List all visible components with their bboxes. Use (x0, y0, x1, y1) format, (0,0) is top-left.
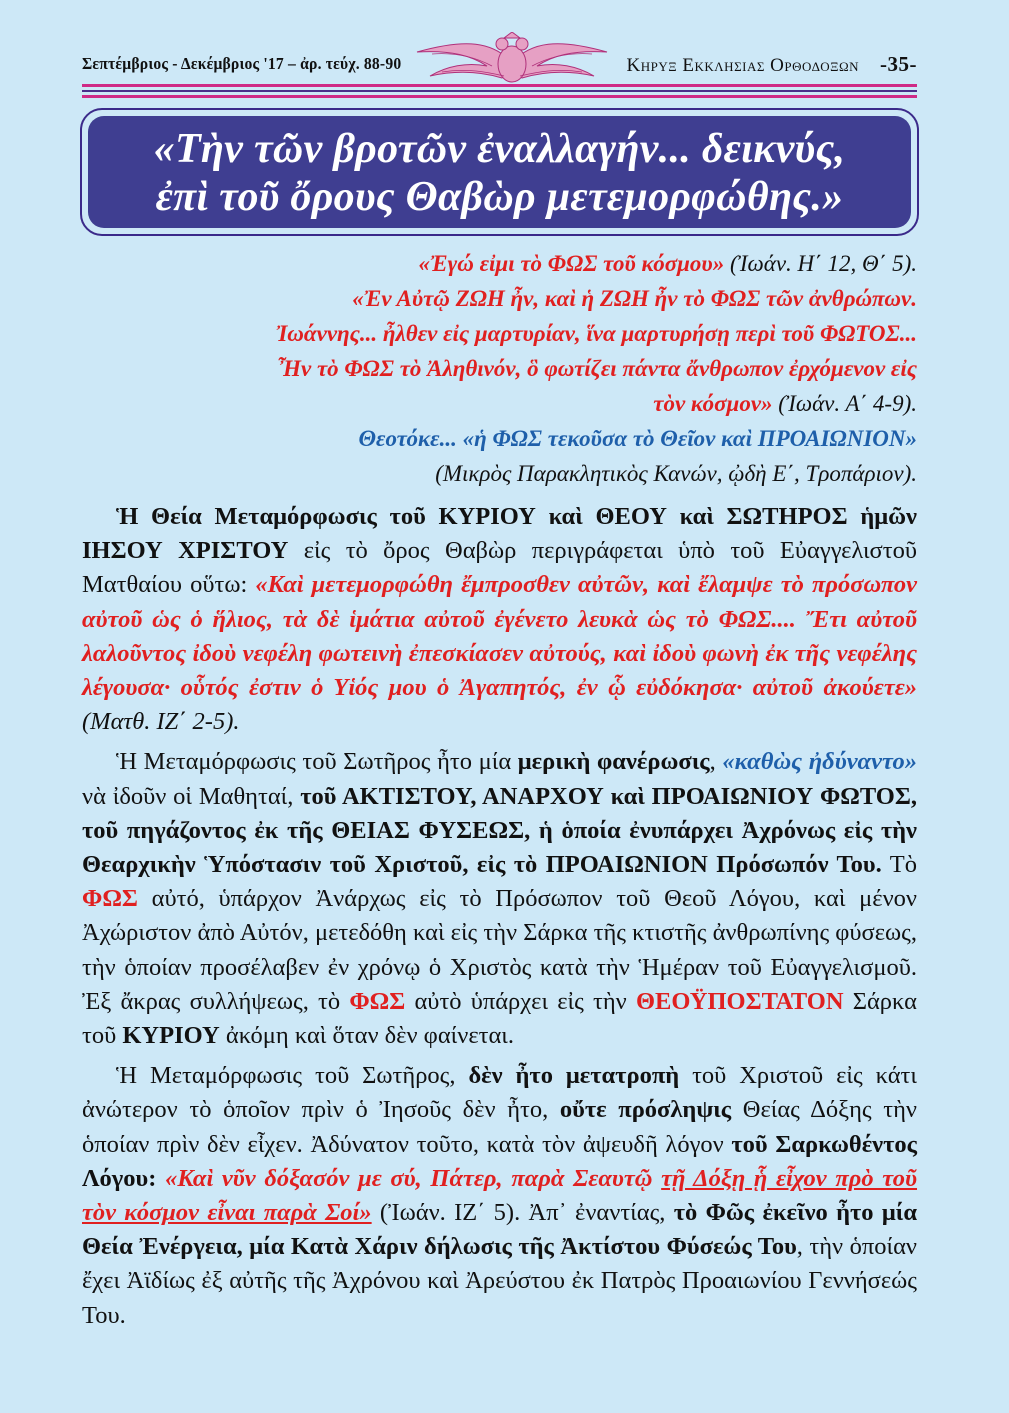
paragraph-1: Ἡ Θεία Μεταμόρφωσις τοῦ ΚΥΡΙΟΥ καὶ ΘΕΟΥ καὶ ΣΩΤΗΡΟΣ ἡμῶν ΙΗΣΟΥ ΧΡΙΣΤΟΥ εἰς τὸ ὄρος Θαβὼρ περιγράφεται ὑπὸ τοῦ Εὐαγγελιστοῦ Ματθαίου οὕτω: «Καὶ μετεμορφώθη ἔμπροσθεν αὐτῶν, καὶ ἔλαμψε τὸ πρόσωπον αὐτοῦ ὡς ὁ ἥλιος, τὰ δὲ ἱμάτια αὐτοῦ ἐγένετο λευκὰ ὡς τὸ ΦΩΣ.... Ἔτι αὐτοῦ λαλοῦντος ἰδοὺ νεφέλη φωτεινὴ ἐπεσκίασεν αὐτούς, καὶ ἰδοὺ φωνὴ ἐκ τῆς νεφέλης λέγουσα· οὗτός ἐστιν ὁ Υἱός μου ὁ Ἀγαπητός, ἐν ᾧ εὐδόκησα· αὐτοῦ ἀκούετε» (Ματθ. ΙΖ΄ 2-5). (82, 503, 917, 736)
quote-2-line-2: Ἰωάννης... ἦλθεν εἰς μαρτυρίαν, ἵνα μαρτυρήσῃ περὶ τοῦ ΦΩΤΟΣ... (276, 321, 917, 346)
running-header (82, 30, 917, 90)
quote-2-ref: (Ἰωάν. Α΄ 4-9). (772, 391, 917, 416)
header-rule-bottom (82, 95, 917, 98)
article-body (82, 500, 917, 1339)
quote-2-line-1: «Ἐν Αὐτῷ ΖΩΗ ἦν, καὶ ἡ ΖΩΗ ἦν τὸ ΦΩΣ τῶν ἀνθρώπων. (352, 286, 917, 311)
issue-info: Σεπτέμβριος - Δεκέμβριος '17 – ἀρ. τεύχ. 88-90 (82, 54, 402, 73)
page-number: -35- (880, 52, 917, 76)
header-rule-top (82, 84, 917, 87)
quote-1-ref: (Ἰωάν. Η΄ 12, Θ΄ 5). (724, 251, 917, 276)
title-line-1: «Τὴν τῶν βροτῶν ἐναλλαγήν... δεικνύς, (153, 126, 846, 172)
title-banner-frame (80, 108, 919, 236)
quote-2 (82, 281, 917, 421)
epigraph-quotes (82, 246, 917, 491)
header-rule-middle (82, 90, 917, 92)
title-banner (88, 116, 911, 228)
journal-name: Κηρυξ Εκκλησιας Ορθοδοξων (626, 55, 859, 76)
journal-title (627, 52, 917, 77)
paragraph-2: Ἡ Μεταμόρφωσις τοῦ Σωτῆρος ἦτο μία μερικὴ φανέρωσις, «καθὼς ἠδύναντο» νὰ ἰδοῦν οἱ Μαθηταί, τοῦ ΑΚΤΙΣΤΟΥ, ΑΝΑΡΧΟΥ καὶ ΠΡΟΑΙΩΝΙΟΥ ΦΩΤΟΣ, τοῦ πηγάζοντος ἐκ τῆς ΘΕΙΑΣ ΦΥΣΕΩΣ, ἡ ὁποία ἐνυπάρχει Ἀχρόνως εἰς τὴν Θεαρχικὴν Ὑπόστασιν τοῦ Χριστοῦ, εἰς τὸ ΠΡΟΑΙΩΝΙΟΝ Πρόσωπόν Του. Τὸ ΦΩΣ αὐτό, ὑπάρχον Ἀνάρχως εἰς τὸ Πρόσωπον τοῦ Θεοῦ Λόγου, καὶ μένον Ἀχώριστον ἀπὸ Αὐτόν, μετεδόθη καὶ εἰς τὴν Σάρκα τῆς κτιστῆς ἀνθρωπίνης φύσεως, τὴν ὁποίαν προσέλαβεν ἐν χρόνῳ ὁ Χριστὸς κατὰ τὴν Ἡμέραν τοῦ Εὐαγγελισμοῦ. Ἐξ ἄκρας συλλήψεως, τὸ ΦΩΣ αὐτὸ ὑπάρχει εἰς τὴν ΘΕΟΫΠΟΣΤΑΤΟΝ Σάρκα τοῦ ΚΥΡΙΟΥ ἀκόμη καὶ ὅταν δὲν φαίνεται. (82, 748, 918, 1050)
quote-2-line-3: Ἦν τὸ ΦΩΣ τὸ Ἀληθινόν, ὃ φωτίζει πάντα ἄνθρωπον ἐρχόμενον εἰς (277, 356, 917, 381)
double-headed-eagle-emblem (412, 32, 612, 86)
quote-2-line-4: τὸν κόσμον» (653, 391, 773, 416)
paragraph-3: Ἡ Μεταμόρφωσις τοῦ Σωτῆρος, δὲν ἦτο μετατροπὴ τοῦ Χριστοῦ εἰς κάτι ἀνώτερον τὸ ὁποῖον πρὶν ὁ Ἰησοῦς δὲν ἦτο, οὔτε πρόσληψις Θείας Δόξης τὴν ὁποίαν πρὶν δὲν εἶχεν. Ἀδύνατον τοῦτο, κατὰ τὸν ἀψευδῆ λόγον τοῦ Σαρκωθέντος Λόγου: «Καὶ νῦν δόξασόν με σύ, Πάτερ, παρὰ Σεαυτῷ τῇ Δόξῃ ᾗ εἶχον πρὸ τοῦ τὸν κόσμον εἶναι παρὰ Σοί» (Ἰωάν. ΙΖ΄ 5). Ἀπ᾿ ἐναντίας, τὸ Φῶς ἐκεῖνο ἦτο μία Θεία Ἐνέργεια, μία Κατὰ Χάριν δήλωσις τῆς Ἀκτίστου Φύσεώς Του, τὴν ὁποίαν ἔχει Ἀϊδίως ἐξ αὐτῆς τῆς Ἀχρόνου καὶ Ἀρεύστου ἐκ Πατρὸς Προαιωνίου Γεννήσεώς Του. (82, 1062, 918, 1329)
title-line-2: ἐπὶ τοῦ ὄρους Θαβὼρ μετεμορφώθης.» (155, 174, 844, 220)
quote-3-ref: (Μικρὸς Παρακλητικὸς Κανών, ᾠδὴ Ε΄, Τροπάριον). (435, 461, 917, 486)
quote-3 (82, 421, 917, 491)
quote-1-text: «Ἐγώ εἰμι τὸ ΦΩΣ τοῦ κόσμου» (418, 251, 725, 276)
quote-1 (82, 246, 917, 281)
quote-3-text: Θεοτόκε... «ἡ ΦΩΣ τεκοῦσα τὸ Θεῖον καὶ ΠΡΟΑΙΩΝΙΟΝ» (358, 426, 917, 451)
